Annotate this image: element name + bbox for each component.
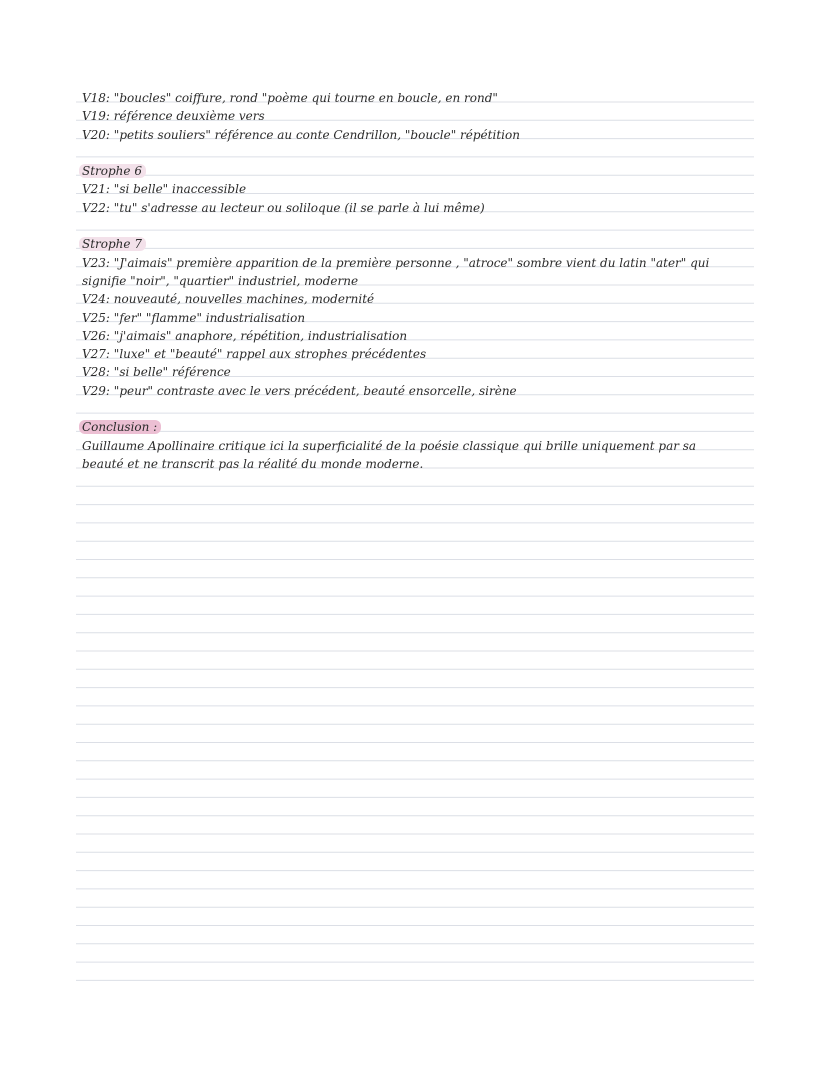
blank-line [82, 217, 742, 235]
strophe-6-heading-text: Strophe 6 [79, 164, 146, 178]
note-line-v24: V24: nouveauté, nouvelles machines, modernité [82, 292, 375, 307]
blank-line [82, 400, 742, 418]
note-line-v21: V21: "si belle" inaccessible [82, 182, 247, 197]
note-line-v22: V22: "tu" s'adresse au lecteur ou soliloque (il se parle à lui même) [82, 200, 485, 215]
notes-content [82, 89, 742, 473]
note-line-v18: V18: "boucles" coiffure, rond "poème qui tourne en boucle, en rond" [82, 91, 498, 105]
conclusion-line-1: Guillaume Apollinaire critique ici la superficialité de la poésie classique qui brille uniquement par sa [82, 438, 697, 453]
note-line-v23-continued: signifie "noir", "quartier" industriel, moderne [82, 273, 359, 288]
note-line-v25: V25: "fer" "flamme" industrialisation [82, 310, 306, 325]
blank-line [82, 144, 742, 162]
strophe-7-heading-text: Strophe 7 [79, 237, 146, 251]
conclusion-heading-text: Conclusion : [79, 420, 161, 434]
conclusion-line-2: beauté et ne transcrit pas la réalité du monde moderne. [82, 456, 424, 471]
note-line-v29: V29: "peur" contraste avec le vers précédent, beauté ensorcelle, sirène [82, 383, 517, 398]
note-line-v19: V19: référence deuxième vers [82, 109, 265, 124]
note-line-v27: V27: "luxe" et "beauté" rappel aux strophes précédentes [82, 347, 427, 362]
strophe-6-heading [82, 162, 742, 180]
note-line-v28: V28: "si belle" référence [82, 365, 231, 380]
note-line-v20: V20: "petits souliers" référence au conte Cendrillon, "boucle" répétition [82, 127, 520, 142]
strophe-7-heading [82, 235, 742, 253]
note-line-v23: V23: "J'aimais" première apparition de la première personne , "atroce" sombre vient du latin "ater" qui [82, 255, 710, 270]
conclusion-heading [82, 418, 742, 436]
note-line-v26: V26: "j'aimais" anaphore, répétition, industrialisation [82, 328, 408, 343]
